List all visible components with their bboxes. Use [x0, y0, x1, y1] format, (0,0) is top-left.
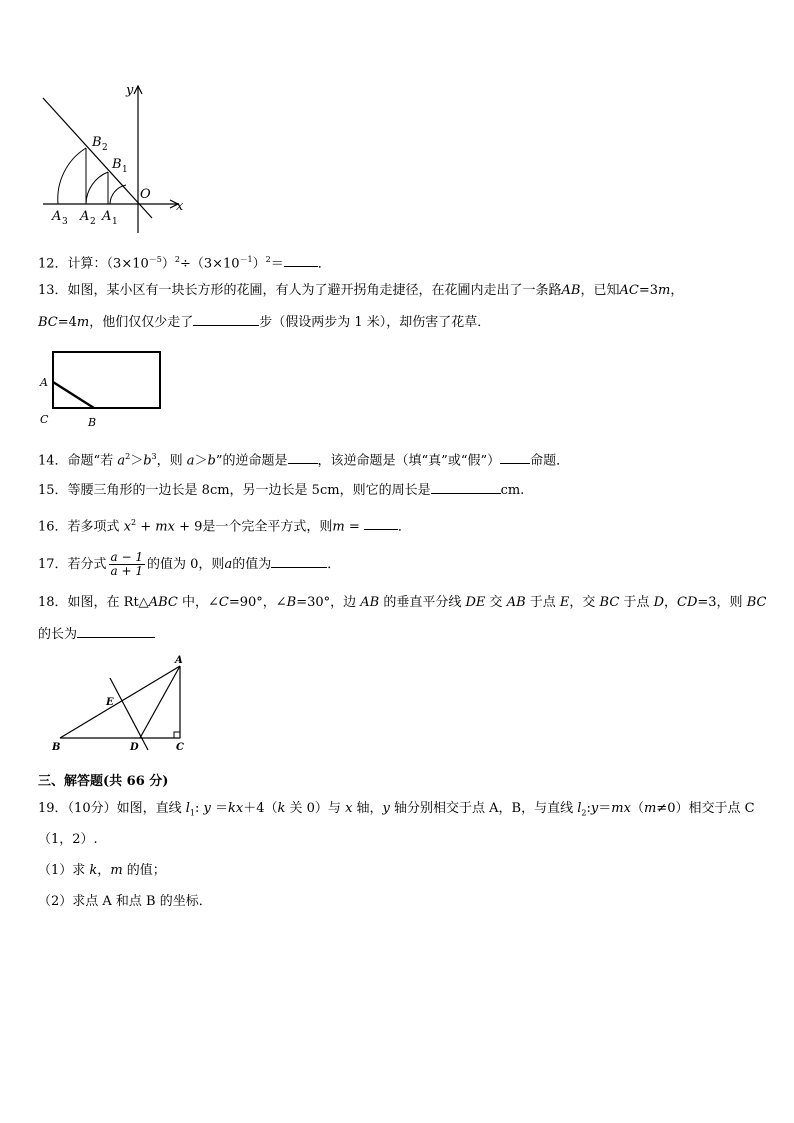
label-c: C [176, 742, 184, 753]
label-b: B [52, 742, 61, 753]
label-b2: B [92, 135, 102, 150]
question-15: 15．等腰三角形的一边长是 8cm，另一边长是 5cm，则它的周长是 cm. [38, 483, 525, 498]
label-a1: A [102, 209, 112, 224]
answer-blank-16[interactable] [364, 517, 398, 530]
label-e: E [106, 697, 114, 708]
figure-q18 [44, 650, 204, 756]
answer-blank-17[interactable] [271, 555, 327, 568]
label-a: A [175, 655, 183, 666]
arc-a1 [110, 185, 126, 204]
question-13-line-1: 13．如图，某小区有一块长方形的花圃，有人为了避开拐角走捷径，在花圃内走出了一条路AB，已知AC=3m， [38, 283, 684, 298]
label-a2: A [80, 209, 90, 224]
question-19-line-2: （1，2）. [38, 832, 98, 847]
label-b1: B [112, 157, 122, 172]
diagonal-line [43, 98, 152, 218]
label-a1-sub: 1 [112, 217, 118, 227]
label-c: C [40, 413, 49, 426]
answer-blank-14b[interactable] [500, 451, 530, 464]
question-19-part-2: （2）求点 A 和点 B 的坐标． [38, 894, 212, 909]
figure-q13 [36, 346, 168, 430]
garden-rectangle [53, 352, 160, 408]
segment-ad [140, 666, 180, 738]
label-b1-sub: 1 [122, 165, 128, 175]
label-a2-sub: 2 [90, 217, 96, 227]
label-o: O [140, 187, 151, 202]
answer-blank-13[interactable] [193, 313, 259, 326]
question-12: 12．计算：$(3\times 10^{-5})^2\div(3\times 10^{-1})^2=$ ． [38, 255, 331, 272]
figure-q11 [38, 78, 198, 238]
question-18-line-2: 的长为 [38, 625, 155, 643]
question-19-part-1: （1）求 k，m 的值； [38, 863, 166, 878]
label-b: B [88, 416, 97, 429]
label-d: D [130, 742, 139, 753]
path-ab [53, 382, 94, 408]
answer-blank-18[interactable] [77, 625, 155, 638]
right-angle-mark [174, 732, 180, 738]
section-heading: 三、解答题(共 66 分) [38, 774, 169, 789]
label-a3: A [52, 209, 62, 224]
label-a3-sub: 3 [62, 217, 68, 227]
label-y: y [126, 83, 134, 98]
question-19-line-1: 19．（10分）如图，直线 $l_1$: y ＝kx＋4（k 关 0）与 x 轴，y 轴分别相交于点 A，B，与直线 $l_2:y=mx(m\ne 0)$相交于点 C [38, 801, 755, 818]
question-17: 17．若分式 $\frac{a - 1}{a + 1}$ 的值为 0，则a的值为 ． [38, 550, 341, 578]
question-18-line-1: 18．如图，在 Rt△ABC 中，∠C=90°，∠B=30°，边 AB 的垂直平分线 DE 交 AB 于点 E，交 BC 于点 D，CD=3，则 BC [38, 595, 767, 610]
label-b2-sub: 2 [102, 143, 108, 153]
answer-blank-15[interactable] [431, 481, 501, 494]
arc-a2b1 [86, 172, 108, 204]
question-16: 16．若多项式 $x^2$ + mx + 9是一个完全平方式，则m = ． [38, 518, 411, 535]
fraction: $\frac{a - 1}{a + 1}$ [110, 550, 144, 578]
answer-blank-12[interactable] [284, 254, 318, 267]
label-a: A [40, 376, 48, 389]
question-13-line-2: BC=4m，他们仅仅少走了 步（假设两步为 1 米），却伤害了花草． [38, 315, 491, 330]
label-x: x [176, 199, 184, 214]
arc-a3b2 [58, 148, 86, 204]
answer-blank-14a[interactable] [288, 451, 318, 464]
question-14: 14．命题“若 $a^2>b^3$，则 a＞b”的逆命题是 ，该逆命题是（填“真”或“假”） 命题． [38, 452, 570, 469]
side-ab [60, 666, 180, 738]
